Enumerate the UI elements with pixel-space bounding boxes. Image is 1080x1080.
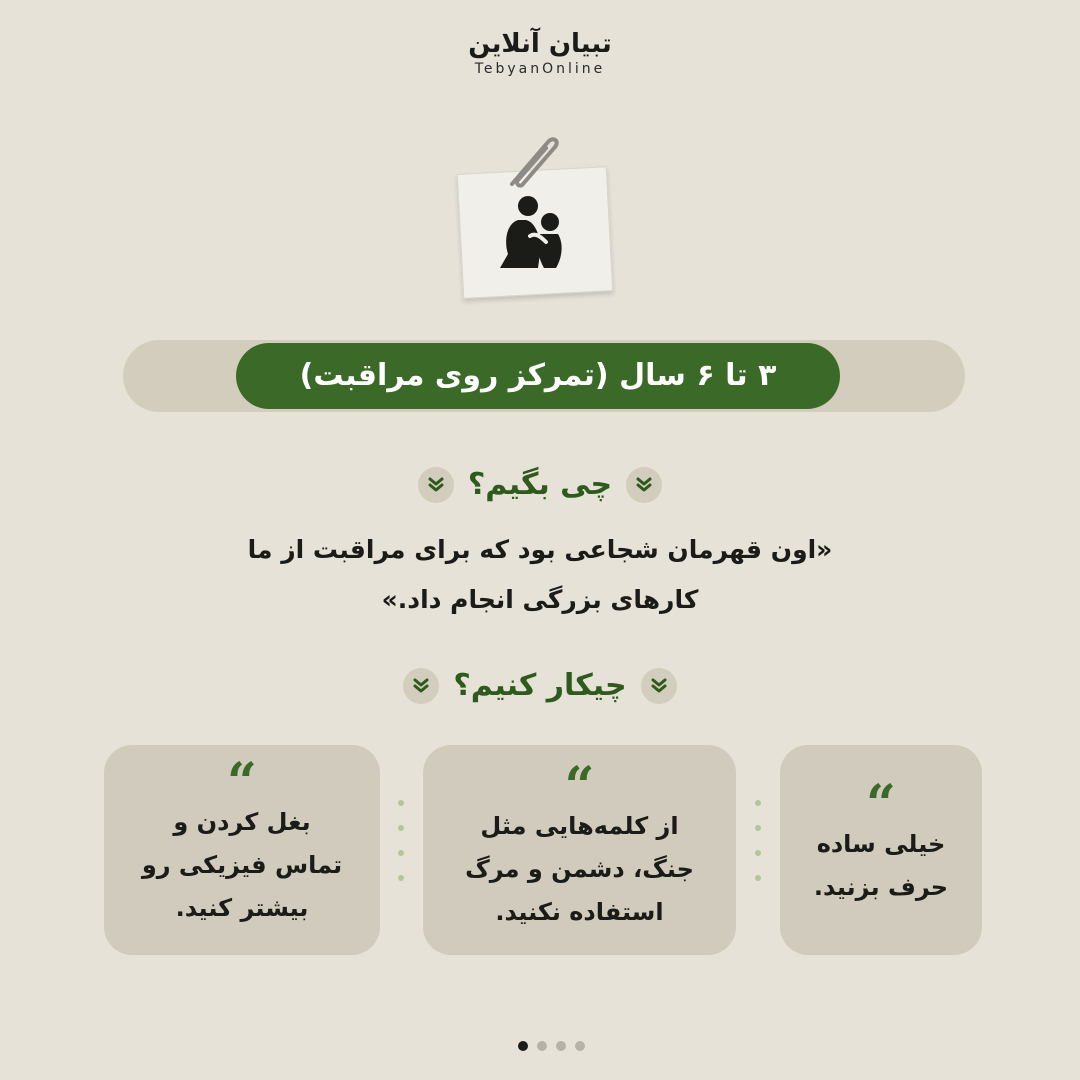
section-heading-label: چی بگیم؟ (467, 467, 613, 502)
tip-line: استفاده نکنید. (495, 898, 664, 926)
page-title: ۳ تا ۶ سال (تمرکز روی مراقبت) (236, 343, 840, 409)
paperclip-icon (496, 128, 566, 198)
chevron-down-icon (626, 467, 662, 503)
brand-logo (440, 28, 640, 78)
page-indicator[interactable] (518, 1036, 598, 1046)
separator-dots (755, 800, 763, 900)
tip-line: بغل کردن و (173, 808, 311, 836)
parent-child-icon (496, 192, 576, 274)
section-heading-what-to-say (390, 461, 690, 509)
brand-name-fa: تبیان آنلاین (468, 29, 612, 59)
tip-line: تماس فیزیکی رو (141, 851, 343, 879)
tip-line: بیشتر کنید. (175, 894, 309, 922)
quote-line: کارهای بزرگی انجام داد.» (381, 585, 699, 614)
chevron-down-icon (403, 668, 439, 704)
tip-line: خیلی ساده (816, 830, 946, 858)
tip-line: حرف بزنید. (813, 873, 949, 901)
chevron-down-icon (641, 668, 677, 704)
quote-icon: “ (564, 756, 595, 817)
quote-line: «اون قهرمان شجاعی بود که برای مراقبت از ما (247, 535, 833, 564)
page-dot[interactable] (575, 1041, 585, 1051)
tip-card (780, 745, 982, 955)
section-heading-label: چیکار کنیم؟ (453, 668, 627, 703)
chevron-down-icon (418, 467, 454, 503)
section-heading-what-to-do (390, 662, 690, 710)
tip-line: جنگ، دشمن و مرگ (465, 855, 694, 883)
page-dot-active[interactable] (518, 1041, 528, 1051)
separator-dots (398, 800, 406, 900)
page-dot[interactable] (537, 1041, 547, 1051)
quote-icon: “ (227, 752, 257, 813)
quote-text (180, 525, 900, 625)
quote-icon: “ (866, 774, 896, 835)
tip-card (423, 745, 736, 955)
tip-line: از کلمه‌هایی مثل (480, 812, 679, 840)
brand-name-en: TebyanOnline (474, 61, 606, 77)
tip-card (104, 745, 380, 955)
page-dot[interactable] (556, 1041, 566, 1051)
